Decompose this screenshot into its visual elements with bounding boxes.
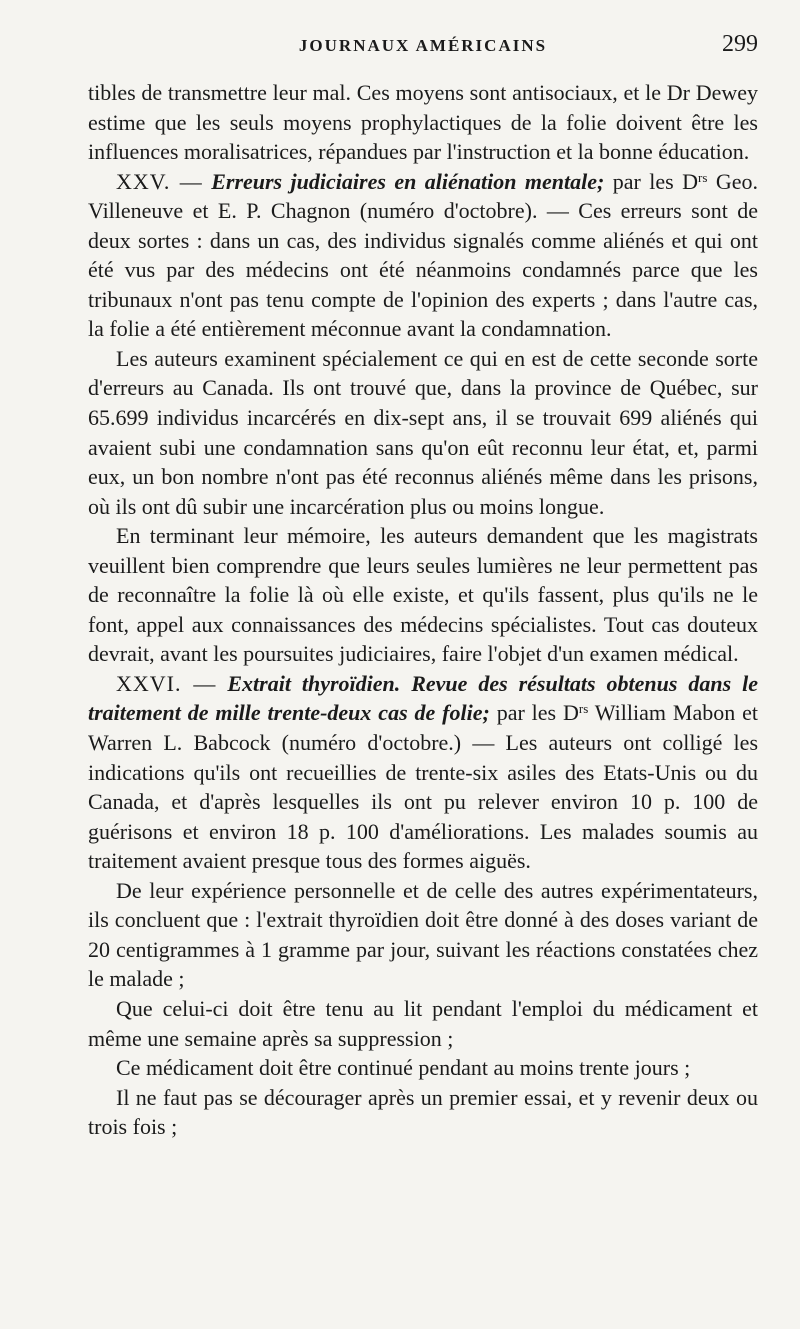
paragraph <box>88 1083 758 1142</box>
paragraph-text: En terminant leur mémoire, les auteurs demandent que les magistrats veuillent bien comprendre que leurs seules lumières ne leur permettent pas de reconnaître la folie là où elle existe, et qu'ils fassent, plus qu'ils ne le font, appel aux connaissances des médecins spécialistes. Tout cas douteux devrait, avant les poursuites judiciaires, faire l'objet d'un examen médical. <box>88 523 758 667</box>
paragraph-continuation <box>88 78 758 167</box>
entry-authors: William Mabon et Warren L. Babcock (numéro d'octobre.) <box>88 700 758 756</box>
page-header <box>88 28 758 68</box>
running-title: JOURNAUX AMÉRICAINS <box>298 36 548 55</box>
entry-authors-sup: rs <box>698 169 708 185</box>
paragraph-text: Il ne faut pas se décourager après un premier essai, et y revenir deux ou trois fois ; <box>88 1084 758 1140</box>
article-entry-xxv <box>88 167 758 344</box>
entry-number: XXV. — <box>116 168 203 194</box>
entry-number: XXVI. — <box>116 670 217 696</box>
page-body <box>88 78 758 1142</box>
paragraph-text: Les auteurs examinent spécialement ce qui en est de cette seconde sorte d'erreurs au Canada. Ils ont trouvé que, dans la province de Québec, sur 65.699 individus incarcérés en dix-sept ans, il se trouvait 699 aliénés qui avaient subi une condamnation sans qu'on eût reconnu leur état, et, parmi eux, un bon nombre n'ont pas été reconnus aliénés même dans les prisons, où ils ont dû subir une incarcération plus ou moins longue. <box>88 345 758 519</box>
entry-body: Ces erreurs sont de deux sortes : dans un cas, des individus signalés comme aliénés et qui ont été vus par des médecins ont été néanmoins condamnés parce que les tribunaux n'ont pas tenu compte de l'opinion des experts ; dans l'autre cas, la folie a été entièrement méconnue avant la condamnation. <box>88 198 758 342</box>
entry-authors-intro: par les D <box>612 168 699 194</box>
paragraph-text: tibles de transmettre leur mal. Ces moyens sont antisociaux, et le Dr Dewey estime que les seuls moyens prophylactiques de la folie doivent être les influences moralisatrices, répandues par l'instruction et la bonne éducation. <box>88 80 758 165</box>
entry-authors-sup: rs <box>578 701 589 717</box>
page-number: 299 <box>722 31 758 57</box>
paragraph-text: Ce médicament doit être continué pendant au moins trente jours ; <box>116 1055 691 1081</box>
paragraph <box>88 521 758 669</box>
paragraph <box>88 994 758 1053</box>
article-entry-xxvi <box>88 669 758 876</box>
entry-title: Extrait thyroïdien. Revue des résultats obtenus dans le traitement de mille trente-deux cas de folie; <box>88 670 758 726</box>
entry-authors-intro: par les D <box>496 700 579 726</box>
paragraph <box>88 1053 758 1083</box>
paragraph <box>88 344 758 521</box>
entry-body: — Les auteurs ont colligé les indications qu'ils ont recueillies de trente-six asiles des Etats-Unis ou du Canada, et d'après lesquelles ils ont pu relever environ 10 p. 100 de guérisons et environ 18 p. 100 d'améliorations. Les malades soumis au traitement avaient presque tous des formes aiguës. <box>88 730 759 874</box>
entry-title: Erreurs judiciaires en aliénation mentale; <box>211 168 605 194</box>
entry-authors: Geo. Villeneuve et E. P. Chagnon (numéro d'octobre). — <box>88 168 759 224</box>
paragraph-text: De leur expérience personnelle et de celle des autres expérimentateurs, ils concluent que : l'extrait thyroïdien doit être donné à des doses variant de 20 centigrammes à 1 gramme par jour, suivant les réactions constatées chez le malade ; <box>88 877 758 992</box>
paragraph-text: Que celui-ci doit être tenu au lit pendant l'emploi du médicament et même une semaine après sa suppression ; <box>88 995 758 1051</box>
paragraph <box>88 876 758 994</box>
